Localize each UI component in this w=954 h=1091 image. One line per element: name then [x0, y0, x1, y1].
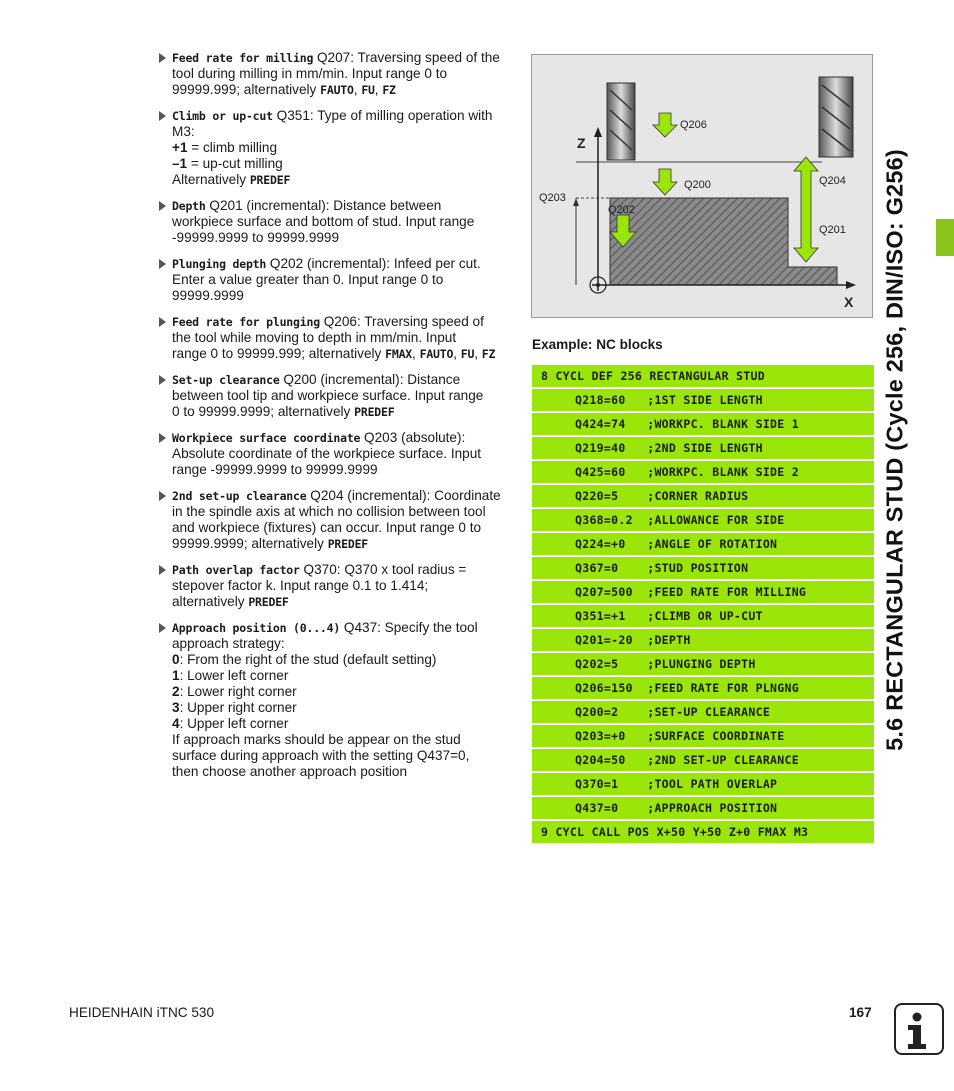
nc-block-row: Q204=50 ;2ND SET-UP CLEARANCE [532, 749, 874, 771]
parameter-line [172, 488, 519, 504]
parameter-line [172, 346, 519, 362]
nc-block-row: Q200=2 ;SET-UP CLEARANCE [532, 701, 874, 723]
parameter-line [172, 430, 519, 446]
parameter-item [159, 372, 519, 420]
parameter-line [172, 272, 519, 288]
nc-block-row: Q351=+1 ;CLIMB OR UP-CUT [532, 605, 874, 627]
nc-block-row: Q218=60 ;1ST SIDE LENGTH [532, 389, 874, 411]
parameter-line [172, 214, 519, 230]
parameter-text: Absolute coordinate of the workpiece surface. Input [172, 446, 482, 461]
info-icon [894, 1003, 944, 1055]
nc-block-row: Q424=74 ;WORKPC. BLANK SIDE 1 [532, 413, 874, 435]
parameter-text: Q351: Type of milling operation with [272, 108, 493, 123]
parameter-text: –1 [172, 156, 188, 171]
parameter-text: approach strategy: [172, 636, 285, 651]
parameter-line [172, 230, 519, 246]
parameter-text: 1 [172, 668, 180, 683]
parameter-line [172, 732, 519, 748]
label-z: Z [577, 135, 586, 151]
parameter-line [172, 314, 519, 330]
nc-block-row: Q203=+0 ;SURFACE COORDINATE [532, 725, 874, 747]
parameter-item [159, 488, 519, 552]
parameter-line [172, 156, 519, 172]
triangle-bullet-icon [159, 53, 166, 63]
nc-block-row: Q425=60 ;WORKPC. BLANK SIDE 2 [532, 461, 874, 483]
parameter-keyword: Feed rate for plunging [172, 315, 320, 329]
stud-diagram [531, 54, 873, 318]
label-q204: Q204 [819, 175, 846, 187]
parameter-text: : Upper left corner [179, 716, 289, 731]
parameter-item [159, 256, 519, 304]
label-q201: Q201 [819, 224, 846, 236]
triangle-bullet-icon [159, 111, 166, 121]
parameter-text: : From the right of the stud (default setting) [179, 652, 437, 667]
parameter-text: and workpiece (fixtures) can occur. Input range 0 to [172, 520, 482, 535]
label-x: X [844, 294, 854, 310]
nc-block-row: Q368=0.2 ;ALLOWANCE FOR SIDE [532, 509, 874, 531]
parameter-list [159, 50, 519, 790]
parameter-line [172, 562, 519, 578]
parameter-text: Q200 (incremental): Distance [279, 372, 461, 387]
label-q200: Q200 [684, 179, 711, 191]
parameter-text: 2 [172, 684, 180, 699]
parameter-keyword: Path overlap factor [172, 563, 300, 577]
parameter-text: = climb milling [187, 140, 278, 155]
triangle-bullet-icon [159, 375, 166, 385]
parameter-keyword: PREDEF [248, 595, 289, 609]
parameter-line [172, 764, 519, 780]
nc-block-row: 9 CYCL CALL POS X+50 Y+50 Z+0 FMAX M3 [532, 821, 874, 843]
nc-block-row: Q370=1 ;TOOL PATH OVERLAP [532, 773, 874, 795]
parameter-text: 99999.999; alternatively [172, 82, 321, 97]
parameter-text: : Lower left corner [179, 668, 289, 683]
parameter-keyword: Depth [172, 199, 206, 213]
parameter-line [172, 684, 519, 700]
parameter-text: Enter a value greater than 0. Input range 0 to [172, 272, 444, 287]
parameter-line [172, 748, 519, 764]
parameter-line [172, 404, 519, 420]
parameter-text: +1 [172, 140, 188, 155]
parameter-line [172, 520, 519, 536]
parameter-keyword: PREDEF [327, 537, 369, 551]
nc-block-row: Q201=-20 ;DEPTH [532, 629, 874, 651]
parameter-line [172, 594, 519, 610]
q206-arrow [653, 113, 677, 137]
chapter-tab [936, 219, 954, 256]
parameter-text: surface during approach with the setting Q437=0, [172, 748, 470, 763]
parameter-text: range 0 to 99999.999; alternatively [172, 346, 386, 361]
parameter-keyword: Climb or up-cut [172, 109, 273, 123]
parameter-text: : Lower right corner [179, 684, 297, 699]
parameter-text: M3: [172, 124, 195, 139]
parameter-text: 99999.9999; alternatively [172, 536, 328, 551]
parameter-text: , [453, 346, 461, 361]
q204-arrow [794, 157, 818, 262]
parameter-text: Q206: Traversing speed of [319, 314, 484, 329]
parameter-keyword: Approach position (0...4) [172, 621, 341, 635]
parameter-text: Q370: Q370 x tool radius = [299, 562, 467, 577]
parameter-line [172, 108, 519, 124]
parameter-keyword: Set-up clearance [172, 373, 280, 387]
parameter-text: 99999.9999 [172, 288, 244, 303]
triangle-bullet-icon [159, 259, 166, 269]
parameter-text: 3 [172, 700, 180, 715]
triangle-bullet-icon [159, 491, 166, 501]
parameter-text: 4 [172, 716, 180, 731]
parameter-line [172, 330, 519, 346]
parameter-item [159, 108, 519, 188]
parameter-line [172, 66, 519, 82]
label-q203: Q203 [539, 192, 566, 204]
parameter-line [172, 668, 519, 684]
parameter-line [172, 652, 519, 668]
parameter-keyword: FAUTO [419, 347, 454, 361]
parameter-item [159, 620, 519, 780]
parameter-line [172, 388, 519, 404]
nc-block-row: Q367=0 ;STUD POSITION [532, 557, 874, 579]
parameter-text: 0 [172, 652, 180, 667]
nc-program [532, 365, 874, 845]
parameter-item [159, 50, 519, 98]
label-q206: Q206 [680, 119, 707, 131]
parameter-item [159, 314, 519, 362]
parameter-text: Q202 (incremental): Infeed per cut. [266, 256, 481, 271]
parameter-keyword: FAUTO [320, 83, 354, 97]
parameter-line [172, 636, 519, 652]
parameter-line [172, 124, 519, 140]
parameter-line [172, 198, 519, 214]
parameter-keyword: PREDEF [354, 405, 395, 419]
parameter-line [172, 172, 519, 188]
parameter-line [172, 256, 519, 272]
triangle-bullet-icon [159, 565, 166, 575]
parameter-line [172, 536, 519, 552]
right-tool [819, 77, 853, 157]
triangle-bullet-icon [159, 433, 166, 443]
parameter-text: Q437: Specify the tool [340, 620, 478, 635]
parameter-line [172, 578, 519, 594]
nc-block-row: Q207=500 ;FEED RATE FOR MILLING [532, 581, 874, 603]
parameter-keyword: PREDEF [249, 173, 291, 187]
parameter-line [172, 50, 519, 66]
nc-block-row: Q219=40 ;2ND SIDE LENGTH [532, 437, 874, 459]
parameter-text: then choose another approach position [172, 764, 408, 779]
triangle-bullet-icon [159, 201, 166, 211]
nc-block-row: Q224=+0 ;ANGLE OF ROTATION [532, 533, 874, 555]
nc-block-row: Q220=5 ;CORNER RADIUS [532, 485, 874, 507]
nc-block-row: 8 CYCL DEF 256 RECTANGULAR STUD [532, 365, 874, 387]
parameter-line [172, 372, 519, 388]
parameter-text: Q207: Traversing speed of the [313, 50, 500, 65]
parameter-text: stepover factor k. Input range 0.1 to 1.414; [172, 578, 429, 593]
parameter-line [172, 446, 519, 462]
parameter-keyword: FMAX [385, 347, 413, 361]
parameter-line [172, 504, 519, 520]
triangle-bullet-icon [159, 623, 166, 633]
triangle-bullet-icon [159, 317, 166, 327]
parameter-item [159, 198, 519, 246]
parameter-keyword: FU [361, 83, 375, 97]
chapter-title-text: 5.6 RECTANGULAR STUD (Cycle 256, DIN/ISO: G256) [881, 149, 908, 751]
parameter-line [172, 700, 519, 716]
parameter-text: , [374, 82, 383, 97]
parameter-text: = up-cut milling [187, 156, 283, 171]
parameter-text: the tool while moving to depth in mm/min. Input [172, 330, 457, 345]
parameter-line [172, 620, 519, 636]
nc-block-row: Q202=5 ;PLUNGING DEPTH [532, 653, 874, 675]
parameter-text: If approach marks should be appear on the stud [172, 732, 461, 747]
parameter-line [172, 82, 519, 98]
parameter-text: Alternatively [172, 172, 250, 187]
parameter-text: tool during milling in mm/min. Input range 0 to [172, 66, 448, 81]
q200-arrow [653, 169, 677, 195]
parameter-line [172, 140, 519, 156]
parameter-text: , [474, 346, 482, 361]
parameter-keyword: Feed rate for milling [172, 51, 314, 65]
parameter-line [172, 716, 519, 732]
example-title: Example: NC blocks [532, 337, 663, 352]
parameter-text: 0 to 99999.9999; alternatively [172, 404, 355, 419]
footer-product: HEIDENHAIN iTNC 530 [69, 1005, 215, 1020]
parameter-text: between tool tip and workpiece surface. Input range [172, 388, 484, 403]
parameter-text: Q204 (incremental): Coordinate [306, 488, 501, 503]
parameter-line [172, 288, 519, 304]
parameter-keyword: FU [460, 347, 475, 361]
parameter-keyword: FZ [481, 347, 496, 361]
parameter-text: alternatively [172, 594, 249, 609]
diagram-svg [532, 55, 874, 319]
parameter-line [172, 462, 519, 478]
page-number: 167 [849, 1005, 872, 1020]
parameter-text: range -99999.9999 to 99999.9999 [172, 462, 378, 477]
parameter-text: , [412, 346, 420, 361]
parameter-text: -99999.9999 to 99999.9999 [172, 230, 340, 245]
parameter-keyword: Workpiece surface coordinate [172, 431, 361, 445]
parameter-text: in the spindle axis at which no collision between tool [172, 504, 486, 519]
label-q202: Q202 [608, 204, 635, 216]
parameter-item [159, 430, 519, 478]
parameter-text: Q201 (incremental): Distance between [205, 198, 442, 213]
parameter-text: Q203 (absolute): [360, 430, 466, 445]
parameter-text: workpiece surface and bottom of stud. Input range [172, 214, 475, 229]
parameter-item [159, 562, 519, 610]
nc-block-row: Q206=150 ;FEED RATE FOR PLNGNG [532, 677, 874, 699]
parameter-keyword: Plunging depth [172, 257, 267, 271]
parameter-keyword: 2nd set-up clearance [172, 489, 307, 503]
parameter-keyword: FZ [382, 83, 396, 97]
nc-block-row: Q437=0 ;APPROACH POSITION [532, 797, 874, 819]
parameter-text: , [353, 82, 362, 97]
parameter-text: : Upper right corner [179, 700, 297, 715]
